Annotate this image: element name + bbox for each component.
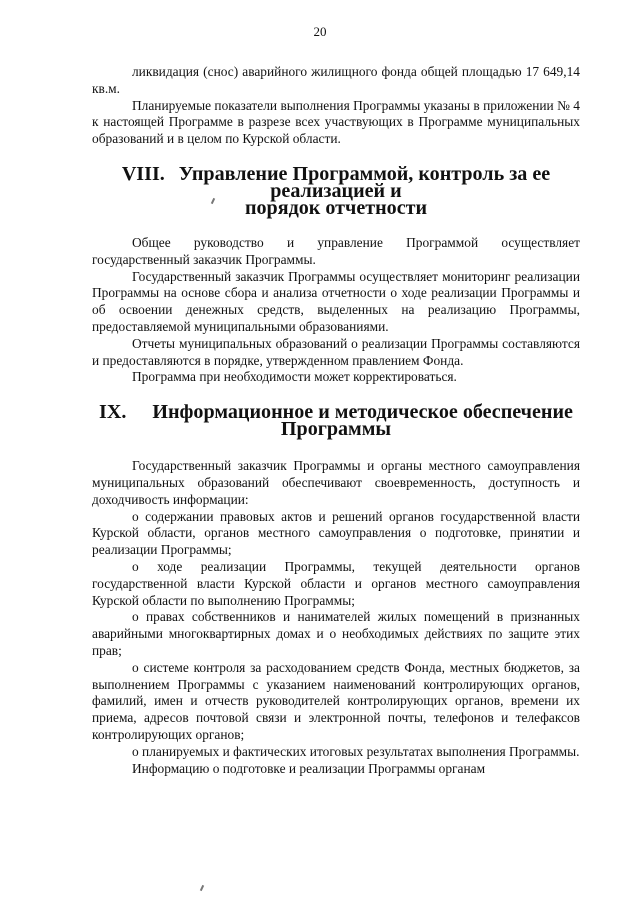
- section-8-heading: [92, 162, 580, 219]
- section-9-title-line-1: Информационное и методическое обеспечение: [152, 401, 573, 424]
- section-8-number: VIII.: [121, 162, 165, 185]
- section-8-heading-line-1: [92, 162, 580, 202]
- section-9-heading: [92, 401, 580, 441]
- document-body: [92, 64, 580, 777]
- section-8-paragraph-1: Общее руководство и управление Программой осуществляет государственный заказчик Программы.: [92, 234, 580, 267]
- section-9-paragraph-4: о правах собственников и нанимателей жилых помещений в признанных аварийными многоквартирных домах и о необходимых действиях по защите этих прав;: [92, 609, 580, 658]
- section-8-paragraph-3: Отчеты муниципальных образований о реализации Программы составляются и предоставляются в порядке, утвержденном правлением Фонда.: [92, 335, 580, 368]
- page-number: 20: [313, 24, 327, 39]
- section-9-number: IX.: [99, 401, 127, 424]
- section-9-paragraph-6: о планируемых и фактических итоговых результатах выполнения Программы.: [132, 743, 580, 759]
- section-9-paragraph-1: Государственный заказчик Программы и органы местного самоуправления муниципальных образований обеспечивают своевременность, доступность и доходчивость информации:: [92, 458, 580, 507]
- section-9-title-line-2: Программы: [280, 418, 392, 441]
- section-9-paragraph-7: Информацию о подготовке и реализации Программы органам: [132, 760, 486, 776]
- section-8-paragraph-4: Программа при необходимости может корректироваться.: [132, 369, 457, 385]
- section-9-paragraph-2: о содержании правовых актов и решений органов государственной власти Курской области, органов местного самоуправления о подготовке, принятии и реализации Программы;: [92, 508, 580, 558]
- section-9-paragraph-5: о системе контроля за расходованием средств Фонда, местных бюджетов, за выполнением Программы с указанием наименований контролирующих органов, фамилий, имен и отчеств руководителей контролирующих органов, времени их приема, адресов почтовой связи и электронной почты, телефонов и телефаксов контролирующих органов;: [92, 659, 580, 742]
- scan-mark: [200, 885, 204, 891]
- paragraph-indicators: Планируемые показатели выполнения Программы указаны в приложении № 4 к настоящей Программе в разрезе всех участвующих в Программе муниципальных образований и в целом по Курской области.: [92, 97, 580, 147]
- section-8-title-line-2: порядок отчетности: [244, 196, 428, 219]
- paragraph-continuation: ликвидация (снос) аварийного жилищного фонда общей площадью 17 649,14 кв.м.: [92, 64, 580, 96]
- section-9-paragraph-3: о ходе реализации Программы, текущей деятельности органов государственной власти Курской области и органов местного самоуправления Курской области по выполнению Программы;: [92, 558, 580, 608]
- section-8-paragraph-2: Государственный заказчик Программы осуществляет мониторинг реализации Программы на основе сбора и анализа отчетности о ходе реализации Программы и об освоении денежных средств, выделенных на реализацию Программы, предоставляемой муниципальными образованиями.: [92, 268, 580, 334]
- section-8-title-line-1: Управление Программой, контроль за ее реализацией и: [178, 162, 551, 202]
